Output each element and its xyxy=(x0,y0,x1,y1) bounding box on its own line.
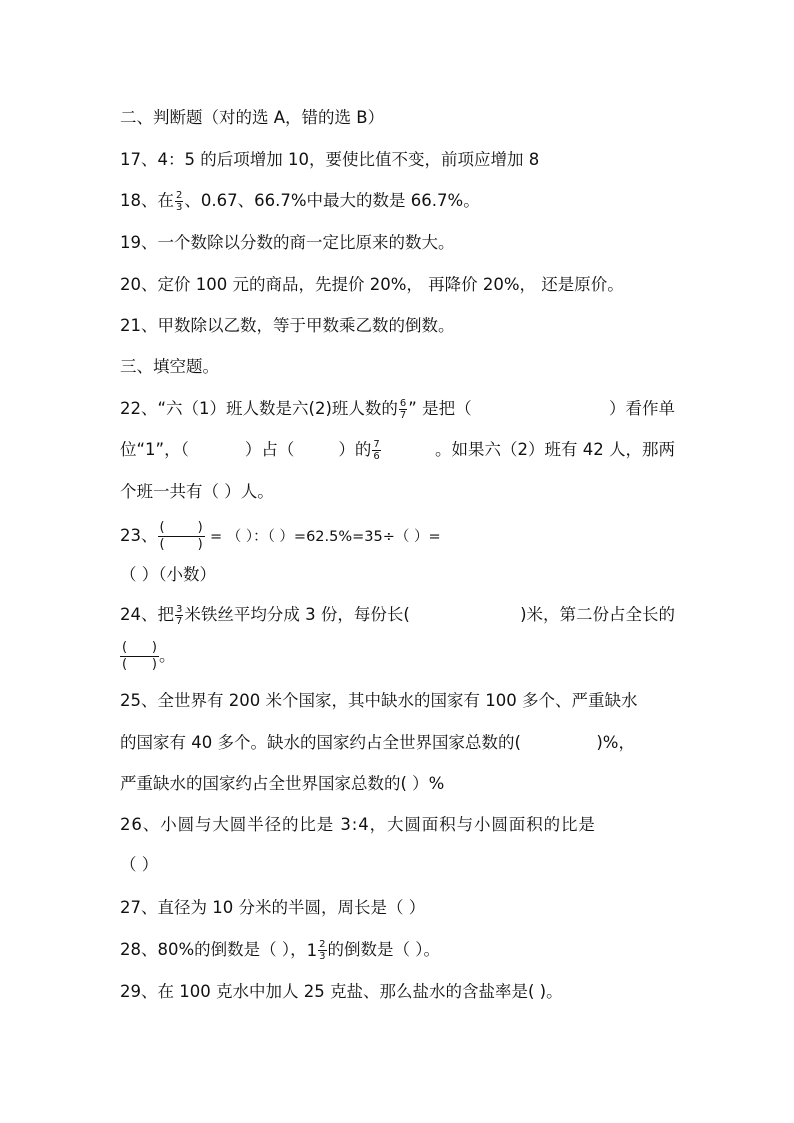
fraction-numerator: 3 xyxy=(176,604,183,615)
question-23-equation: = （ ）：（ ）=62.5%=35÷（ ）= xyxy=(209,529,441,545)
question-24-line-1 xyxy=(120,603,675,627)
question-27: 27、直径为 10 分米的半圆，周长是（ ） xyxy=(120,898,426,917)
question-22-line-2-end: 。如果六（2）班有 42 人，那两 xyxy=(435,440,675,459)
question-26-line-2: （ ） xyxy=(120,855,159,874)
fraction-numerator: 7 xyxy=(373,439,380,450)
question-22-line-1 xyxy=(120,397,675,421)
question-28-text: 28、80%的倒数是（ ）， xyxy=(120,940,307,959)
section-2-heading: 二、判断题（对的选 A，错的选 B） xyxy=(120,108,385,127)
question-23-label: 23、 xyxy=(120,526,158,545)
fraction-two-thirds xyxy=(175,190,183,213)
question-28 xyxy=(120,938,440,963)
question-22-line-3: 个班一共有（ ）人。 xyxy=(120,482,274,501)
question-22-line-2-start xyxy=(120,438,382,462)
question-22-line-2 xyxy=(120,438,675,462)
question-23-line-2: （ ）（小数） xyxy=(120,565,216,584)
question-22-text: 22、“六（1）班人数是六(2)班人数的 xyxy=(120,399,398,418)
fraction-six-sevenths xyxy=(399,398,407,421)
question-22-of: ）的 xyxy=(338,440,372,459)
fraction-numerator-blank: ( ) xyxy=(122,640,157,655)
question-25-text: 的国家有 40 多个。缺水的国家约占全世界国家总数的( xyxy=(120,733,521,752)
question-24-text-2: 米铁丝平均分成 3 份，每份长( xyxy=(184,605,410,624)
question-28-text-2: 的倒数是（ ）。 xyxy=(327,940,441,959)
question-21: 21、甲数除以乙数，等于甲数乘乙数的倒数。 xyxy=(120,316,455,335)
fraction-numerator: 2 xyxy=(319,939,326,950)
question-25-line-2-start xyxy=(120,731,581,755)
fraction-denominator: 3 xyxy=(176,202,183,213)
question-24-line-1-start xyxy=(120,603,460,627)
question-24-text: 24、把 xyxy=(120,605,174,624)
fraction-seven-sixths xyxy=(372,439,380,462)
fraction-denominator-blank: ( ) xyxy=(122,657,157,672)
question-18-prefix: 18、在 xyxy=(120,191,174,210)
question-25-line-2 xyxy=(120,731,675,755)
fraction-numerator-blank: ( ) xyxy=(159,520,203,535)
fraction-denominator-blank: ( ) xyxy=(159,537,203,552)
question-22-unit-one: 位“1”，（ xyxy=(120,440,189,459)
fraction-numerator: 2 xyxy=(176,190,183,201)
question-24-line-1-end: )米，第二份占全长的 xyxy=(520,605,675,624)
question-24-line-2 xyxy=(120,640,175,673)
blank-fraction[interactable] xyxy=(158,520,205,553)
fraction-denominator: 7 xyxy=(399,410,407,421)
question-18-suffix: 、0.67、66.7%中最大的数是 66.7%。 xyxy=(184,191,480,210)
question-18 xyxy=(120,189,480,213)
question-25-line-3: 严重缺水的国家约占全世界国家总数的( ）% xyxy=(120,774,445,793)
question-22-line-1-end: ）看作单 xyxy=(609,399,675,418)
question-25-line-1: 25、全世界有 200 米个国家，其中缺水的国家有 100 多个、严重缺水 xyxy=(120,691,638,710)
mixed-number-whole: 1 xyxy=(306,940,318,960)
question-25-percent: )%， xyxy=(596,733,635,752)
question-20: 20、定价 100 元的商品，先提价 20%， 再降价 20%， 还是原价。 xyxy=(120,275,624,294)
question-22-occupies: ）占（ xyxy=(244,440,295,459)
question-22-quote-close: ” 是把（ xyxy=(408,399,472,418)
question-23-line-1 xyxy=(120,520,675,553)
fraction-two-thirds xyxy=(318,939,326,962)
question-17: 17、4：5 的后项增加 10，要使比值不变，前项应增加 8 xyxy=(120,150,540,169)
fraction-denominator: 3 xyxy=(319,951,326,962)
fraction-denominator: 7 xyxy=(176,616,183,627)
question-26-line-1: 26、小圆与大圆半径的比是 3:4，大圆面积与小圆面积的比是 xyxy=(120,815,596,834)
question-19: 19、一个数除以分数的商一定比原来的数大。 xyxy=(120,233,455,252)
fraction-three-sevenths xyxy=(175,604,183,627)
blank-fraction[interactable] xyxy=(120,640,159,673)
question-29: 29、在 100 克水中加人 25 克盐、那么盐水的含盐率是( )。 xyxy=(120,982,563,1001)
mixed-number xyxy=(307,939,328,963)
section-3-heading: 三、填空题。 xyxy=(120,357,219,376)
question-22-line-1-start xyxy=(120,397,568,421)
fraction-numerator: 6 xyxy=(399,398,407,409)
fraction-denominator: 6 xyxy=(373,451,380,462)
question-24-period: 。 xyxy=(158,646,176,665)
